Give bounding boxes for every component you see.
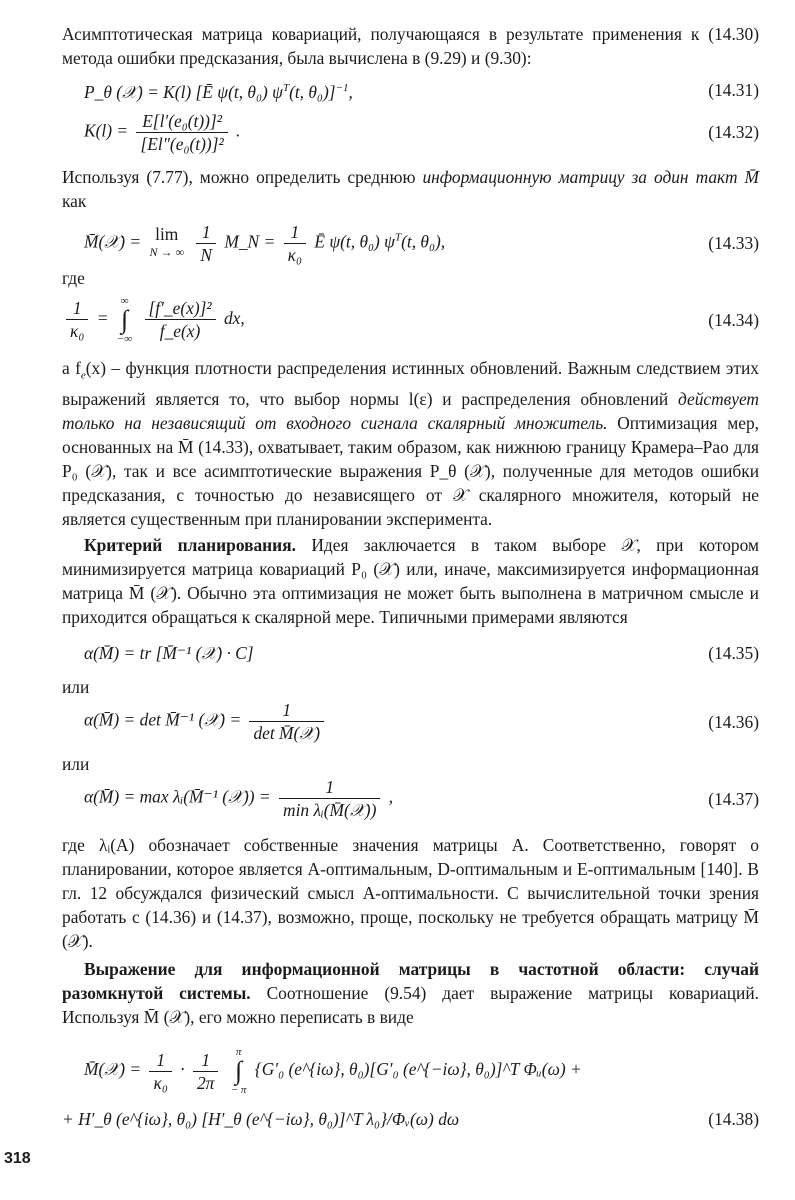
equation-14-33: M̄(𝒳) = lim N → ∞ $\frac{1}{N}$ M_N = $\frac{1}{\text{κ₀}}$ Ē ψ(t, θ₀) $\psi^T(t$, θ₀), (14.33): [84, 221, 759, 265]
equation-14-31: P_θ (𝒳) = K(l) [Ē ψ(t, θ₀) $\psi^T(t$, θ₀)]$^{-1}$, (14.31): [84, 79, 759, 102]
paragraph-criterion: Критерий планирования. Идея заключается в таком выборе 𝒳, при котором минимизируется матрица ковариаций P₀ (𝒳) или, иначе, максимизируется информационная матрица M̄ (𝒳). Обычно эта оптимизация не может быть выполнена в матричном смысле и приходится обращаться к скалярной мере. Типичными примерами являются: [62, 535, 759, 628]
page-number: 318: [4, 1150, 31, 1167]
equation-14-36: α(M̄) = det M̄⁻¹ (𝒳) = $\frac{1}{\text{det M̄(𝒳)}}$ (14.36): [84, 700, 759, 744]
word-where: где: [62, 267, 85, 288]
word-or-2: или: [62, 754, 90, 775]
paragraph-consequences: а $f_e(x)$ – функция плотности распределения истинных обновлений. Важным следствием этих выражений является то, что выбор нормы l(ε) и распределения обновлений действует только на независящий от входного сигнала скалярный множитель. Оптимизация мер, основанных на M̄ (14.33), охватывает, таким образом, как нижнюю границу Крамера–Рао для P₀ (𝒳), так и все асимптотические выражения P_θ (𝒳), полученные для методов ошибки предсказания, с точностью до независящего от 𝒳 скалярного множителя, который не является существенным при планировании эксперимента.: [62, 357, 760, 530]
equation-14-38-line-2: + H′_θ (e^{iω}, θ₀) [H′_θ (e^{−iω}, θ₀)]^T λ₀}/Φᵥ(ω) dω (14.38): [62, 1109, 759, 1130]
page-body: [62, 22, 759, 1131]
word-or-1: или: [62, 677, 90, 698]
equation-14-38-line-1: M̄(𝒳) = $\frac{1}{\text{κ₀}}$ · $\frac{1}{2\pi}$ π ∫ − π {G′₀ (e^{iω}, θ₀)[G′₀ (e^{−iω}, θ₀)]^T Φᵤ(ω) +: [84, 1046, 582, 1097]
paragraph-optimality: где λᵢ(A) обозначает собственные значения матрицы A. Соответственно, говорят о планировании, которое является A-оптимальным, D-оптимальным и E-оптимальным [140]. В гл. 12 обсуждался физический смысл A-оптимальности. С вычислительной точки зрения работать с (14.36) и (14.37), возможно, проще, поскольку не требуется обращать матрицу M̄ (𝒳).: [62, 835, 759, 952]
paragraph-intro: Асимптотическая матрица ковариаций, получающаяся в результате применения к (14.30) метода ошибки предсказания, была вычислена в (9.29) и (9.30):: [62, 24, 759, 68]
equation-14-37: α(M̄) = max λᵢ(M̄⁻¹ (𝒳)) = $\frac{1}{\text{min λᵢ(M̄(𝒳))}}$ , (14.37): [84, 777, 759, 821]
equation-14-32: K(l) = $\frac{\text{E[l′(e₀(t))]²}}{\text{[El″(e₀(t))]²}}$ . (14.32): [84, 110, 759, 154]
equation-14-35: α(M̄) = tr [M̄⁻¹ (𝒳) · C] (14.35): [84, 643, 759, 664]
paragraph-info-matrix: Используя (7.77), можно определить среднюю информационную матрицу за один такт M̄ как: [62, 166, 760, 211]
paragraph-frequency-domain: Выражение для информационной матрицы в частотной области: случай разомкнутой системы. Соотношение (9.54) дает выражение матрицы ковариаций. Используя M̄ (𝒳), его можно переписать в виде: [62, 959, 759, 1028]
equation-14-34: $\frac{1}{\text{κ₀}}$ = ∞ ∫ −∞ $\frac{\text{[f′\_e(x)]²}}{f\_e(x)}$ dx, (14.34): [62, 294, 759, 346]
